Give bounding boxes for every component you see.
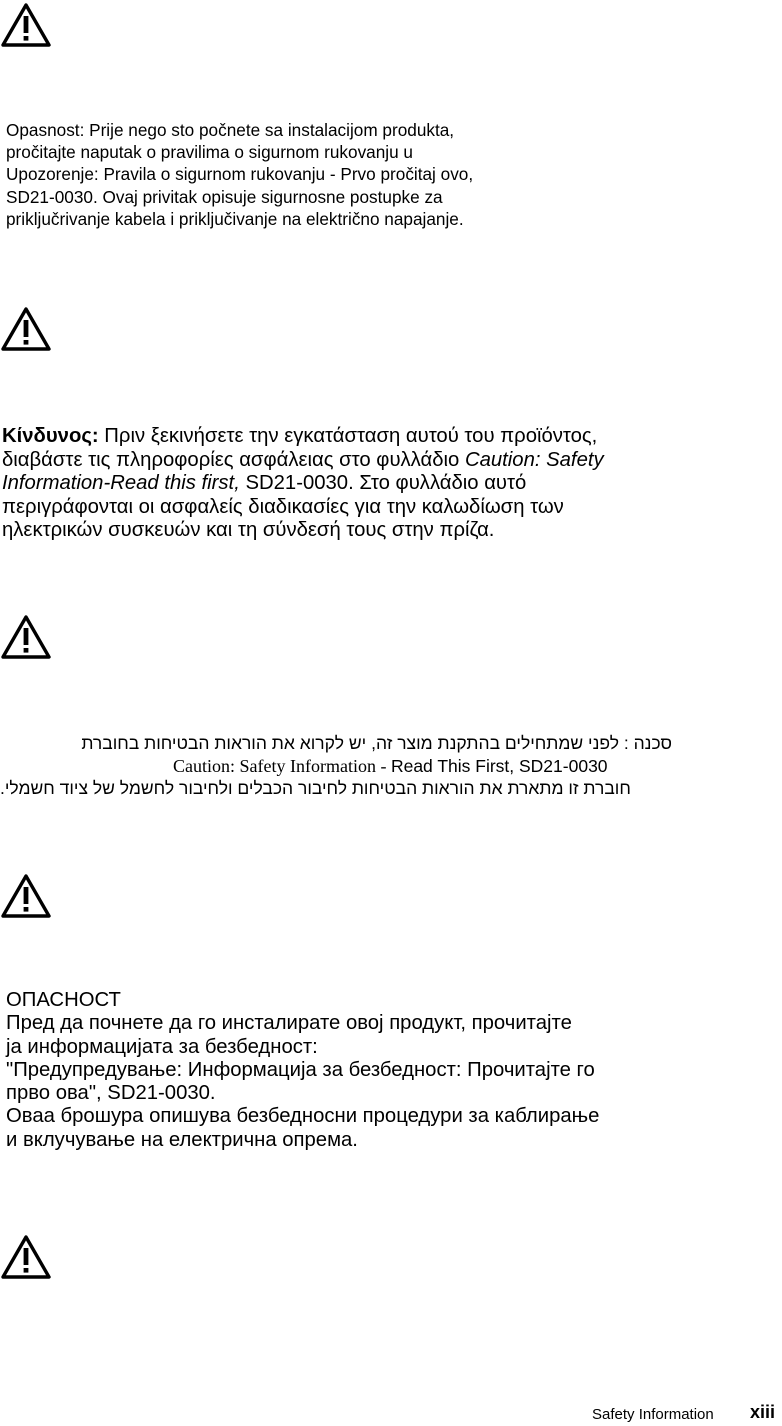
text-span: SD21-0030. Στο φυλλάδιο αυτό bbox=[239, 472, 527, 494]
text-line: Upozorenje: Pravila o sigurnom rukovanju - Prvo pročitaj ovo, bbox=[6, 164, 474, 185]
text-span: Read This First, SD21-0030 bbox=[390, 756, 608, 776]
text-line: Opasnost: Prije nego sto počnete sa instalacijom produkta, bbox=[6, 120, 455, 140]
text-line bbox=[2, 425, 604, 449]
text-line: Пред да почнете да го инсталирате овој продукт, прочитајте bbox=[6, 1012, 572, 1035]
text-line: priključrivanje kabela i priključivanje na električno napajanje. bbox=[6, 208, 464, 229]
footer-section-title: Safety Information bbox=[592, 1406, 714, 1423]
text-line: ја информацијата за безбедност: bbox=[6, 1035, 318, 1058]
hebrew-publication-title bbox=[173, 756, 608, 777]
hebrew-text-line: חוברת זו מתארת את הוראות הבטיחות לחיבור הכבלים ולחיבור לחשמל של ציוד חשמלי. bbox=[0, 778, 631, 798]
text-span: διαβάστε τις πληροφορίες ασφάλειας στο φυλλάδιο bbox=[2, 448, 465, 471]
warning-icon bbox=[0, 614, 52, 660]
warning-icon bbox=[0, 306, 52, 352]
hebrew-text-line: סכנה : לפני שמתחילים בהתקנת מוצר זה, יש לקרוא את הוראות הבטיחות בחוברת bbox=[81, 733, 672, 753]
warning-icon bbox=[0, 1234, 52, 1280]
danger-label: Κίνδυνος: bbox=[2, 425, 99, 447]
text-line: "Предупредување: Информација за безбедност: Прочитајте го bbox=[6, 1058, 595, 1081]
warning-icon bbox=[0, 873, 52, 919]
text-line: ηλεκτρικών συσκευών και τη σύνδεσή τους στην πρίζα. bbox=[2, 519, 495, 541]
greek-warning-text bbox=[2, 425, 604, 543]
text-line: περιγράφονται οι ασφαλείς διαδικασίες για την καλωδίωση των bbox=[2, 495, 564, 518]
publication-title: Caution: Safety bbox=[464, 448, 604, 471]
warning-icon bbox=[0, 2, 52, 48]
text-line: прво ова", SD21-0030. bbox=[6, 1082, 216, 1105]
publication-title: Information-Read this first, bbox=[2, 472, 240, 494]
text-line: Оваа брошура опишува безбедносни процедури за каблирање bbox=[6, 1105, 600, 1128]
text-span: Πριν ξεκινήσετε την εγκατάσταση αυτού του προϊόντος, bbox=[98, 425, 598, 447]
text-span: Caution: Safety Information - bbox=[173, 756, 391, 776]
text-line bbox=[2, 472, 604, 496]
text-line: pročitajte naputak o pravilima o sigurnom rukovanju u bbox=[6, 142, 413, 163]
text-line: SD21-0030. Ovaj privitak opisuje sigurnosne postupke za bbox=[6, 186, 443, 207]
text-line: и вклучување на електрична опрема. bbox=[6, 1128, 358, 1151]
text-line bbox=[2, 449, 604, 473]
text-line: ОПАСНОСТ bbox=[6, 989, 121, 1011]
croatian-warning-text bbox=[6, 119, 473, 230]
macedonian-warning-text bbox=[6, 989, 599, 1152]
page-number: xiii bbox=[750, 1402, 776, 1422]
